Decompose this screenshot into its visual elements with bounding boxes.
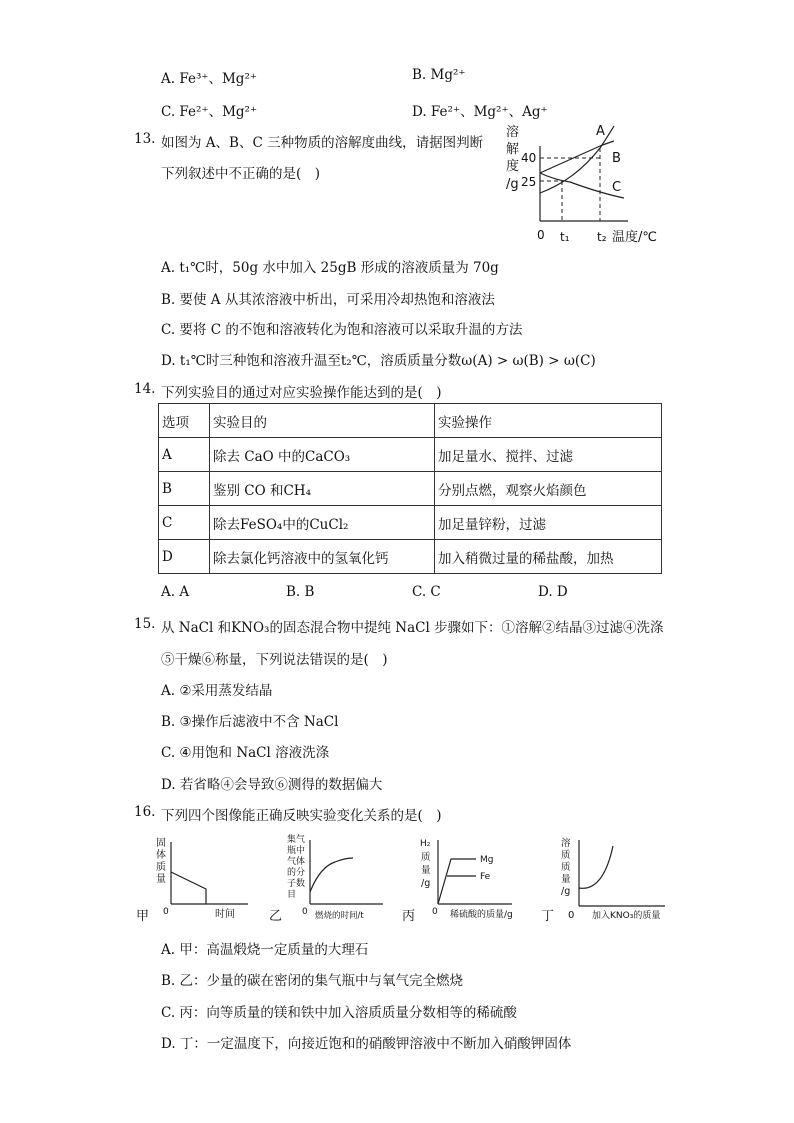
q16-g1-ylabel: 固 xyxy=(156,838,166,849)
q16-g2-ylabel: 目 xyxy=(287,890,297,900)
q16-graph-jia xyxy=(130,832,260,927)
q16-g4-ylabel: 量 xyxy=(561,874,571,885)
q16-g3-ylabel: /g xyxy=(421,878,431,889)
q16-g2-ylabel: 集气 xyxy=(287,835,306,845)
q15-number: 15. xyxy=(134,616,156,632)
q13-stem-line2: 下列叙述中不正确的是( ) xyxy=(161,166,321,182)
q15-option-a: A. ②采用蒸发结晶 xyxy=(161,683,273,699)
q14-answer-c: C. C xyxy=(412,584,441,600)
q13-option-a: A. t₁℃时，50g 水中加入 25gB 形成的溶液质量为 70g xyxy=(161,260,499,276)
q16-g1-origin: 0 xyxy=(163,907,169,917)
q16-g1-ylabel: 体 xyxy=(156,850,166,861)
q16-g3-label-fe: Fe xyxy=(480,872,491,882)
q13-ylabel-4: /g xyxy=(506,177,519,192)
q13-xlabel: 温度/℃ xyxy=(612,230,657,245)
q16-option-d: D. 丁：一定温度下，向接近饱和的硝酸钾溶液中不断加入硝酸钾固体 xyxy=(161,1036,572,1052)
table-cell: 加足量锌粉，过滤 xyxy=(435,506,662,540)
q16-g2-ylabel: 的分 xyxy=(287,868,306,878)
table-row xyxy=(159,472,662,506)
q16-g4-ylabel: 溶 xyxy=(561,838,571,849)
table-header-cell: 选项 xyxy=(159,404,210,438)
table-header-cell: 实验目的 xyxy=(210,404,435,438)
q14-stem: 下列实验目的通过对应实验操作能达到的是( ) xyxy=(161,385,442,401)
q13-solubility-graph xyxy=(500,118,670,248)
q16-g4-origin: 0 xyxy=(568,910,575,921)
q13-option-d: D. t₁℃时三种饱和溶液升温至t₂℃，溶质质量分数ω(A) > ω(B) > ω(C) xyxy=(161,353,596,369)
table-cell: 加足量水、搅拌、过滤 xyxy=(435,438,662,472)
q16-option-a: A. 甲：高温煅烧一定质量的大理石 xyxy=(161,942,369,958)
q16-number: 16. xyxy=(134,804,156,820)
q16-graph-jia-tag: 甲 xyxy=(136,909,150,924)
q15-option-c: C. ④用饱和 NaCl 溶液洗涤 xyxy=(161,745,330,761)
q12-option-b: B. Mg²⁺ xyxy=(412,67,466,83)
q15-stem-line1: 从 NaCl 和KNO₃的固态混合物中提纯 NaCl 步骤如下：①溶解②结晶③过滤④洗涤 xyxy=(161,620,664,636)
q16-graph-bing-tag: 丙 xyxy=(402,909,416,924)
table-header-row xyxy=(159,404,662,438)
q16-g4-curve xyxy=(579,846,613,888)
q16-g4-ylabel: /g xyxy=(561,886,571,897)
table-cell: D xyxy=(159,540,210,574)
q16-g4-ylabel: 质 xyxy=(561,850,571,861)
q13-label-a: A xyxy=(596,124,605,139)
q16-g2-xlabel: 燃烧的时间/t xyxy=(315,911,364,921)
table-row xyxy=(159,438,662,472)
q16-g2-ylabel: 气体 xyxy=(287,857,306,867)
table-cell: C xyxy=(159,506,210,540)
q13-ylabel-1: 溶 xyxy=(506,125,520,140)
q16-g2-ylabel: 子数 xyxy=(287,879,306,889)
q16-stem: 下列四个图像能正确反映实验变化关系的是( ) xyxy=(161,808,442,824)
q14-answer-b: B. B xyxy=(286,584,315,600)
q16-g2-origin: 0 xyxy=(302,907,308,917)
q16-g1-ylabel: 量 xyxy=(156,874,166,885)
table-cell: A xyxy=(159,438,210,472)
q12-option-a: A. Fe³⁺、Mg²⁺ xyxy=(161,71,257,87)
q16-g3-curve-mg xyxy=(438,859,476,904)
q16-g1-xlabel: 时间 xyxy=(215,909,235,920)
q13-label-c: C xyxy=(612,180,622,195)
q16-g3-ylabel: H₂ xyxy=(420,839,431,849)
q16-g3-ylabel: 量 xyxy=(421,865,431,876)
table-cell: 除去 CaO 中的CaCO₃ xyxy=(210,438,435,472)
q15-option-b: B. ③操作后滤液中不含 NaCl xyxy=(161,714,339,730)
table-cell: 除去氯化钙溶液中的氢氧化钙 xyxy=(210,540,435,574)
q13-stem-line1: 如图为 A、B、C 三种物质的溶解度曲线，请据图判断 xyxy=(161,135,484,151)
table-cell: B xyxy=(159,472,210,506)
q13-option-b: B. 要使 A 从其浓溶液中析出，可采用冷却热饱和溶液法 xyxy=(161,292,495,308)
q16-option-b: B. 乙：少量的碳在密闭的集气瓶中与氧气完全燃烧 xyxy=(161,973,464,989)
q13-tick-25: 25 xyxy=(521,175,537,189)
q16-graph-ding-tag: 丁 xyxy=(541,909,555,924)
q13-ylabel-2: 解 xyxy=(506,142,520,157)
q13-origin: 0 xyxy=(537,228,545,242)
q13-label-b: B xyxy=(612,151,621,166)
q15-stem-line2: ⑤干燥⑥称量，下列说法错误的是( ) xyxy=(161,652,388,668)
q16-g3-origin: 0 xyxy=(432,907,438,917)
q16-g1-curve xyxy=(171,872,206,904)
q14-answer-d: D. D xyxy=(538,584,568,600)
q16-graph-yi-tag: 乙 xyxy=(269,909,283,924)
q16-graph-yi xyxy=(265,832,390,927)
table-row xyxy=(159,506,662,540)
q12-option-d: D. Fe²⁺、Mg²⁺、Ag⁺ xyxy=(412,104,548,120)
table-cell: 鉴别 CO 和CH₄ xyxy=(210,472,435,506)
table-cell: 加入稍微过量的稀盐酸，加热 xyxy=(435,540,662,574)
q16-g3-label-mg: Mg xyxy=(480,855,494,865)
q16-g3-ylabel: 质 xyxy=(421,852,431,863)
q16-g3-xlabel: 稀硫酸的质量/g xyxy=(450,910,513,920)
q13-option-c: C. 要将 C 的不饱和溶液转化为饱和溶液可以采取升温的方法 xyxy=(161,322,523,338)
q16-g2-ylabel: 瓶中 xyxy=(287,846,306,856)
q16-graph-ding xyxy=(535,832,670,927)
q14-experiment-table xyxy=(158,403,662,574)
table-row xyxy=(159,540,662,574)
q16-g4-xlabel: 加入KNO₃的质量 xyxy=(592,911,661,921)
q13-ylabel-3: 度 xyxy=(506,159,520,174)
q14-number: 14. xyxy=(134,381,156,397)
q13-tick-t1: t₁ xyxy=(560,230,570,244)
table-cell: 除去FeSO₄中的CuCl₂ xyxy=(210,506,435,540)
q15-option-d: D. 若省略④会导致⑥测得的数据偏大 xyxy=(161,777,383,793)
q16-g2-curve xyxy=(310,858,353,892)
q16-option-c: C. 丙：向等质量的镁和铁中加入溶质质量分数相等的稀硫酸 xyxy=(161,1005,517,1021)
table-header-cell: 实验操作 xyxy=(435,404,662,438)
q14-answer-a: A. A xyxy=(161,584,190,600)
q16-graph-bing xyxy=(400,832,520,927)
q13-tick-t2: t₂ xyxy=(597,230,607,244)
q13-tick-40: 40 xyxy=(521,151,537,165)
table-cell: 分别点燃，观察火焰颜色 xyxy=(435,472,662,506)
q13-number: 13. xyxy=(134,131,156,147)
q16-g4-ylabel: 质 xyxy=(561,862,571,873)
q16-g1-ylabel: 质 xyxy=(156,862,166,873)
q12-option-c: C. Fe²⁺、Mg²⁺ xyxy=(161,104,258,120)
q13-curve-b xyxy=(540,141,614,173)
